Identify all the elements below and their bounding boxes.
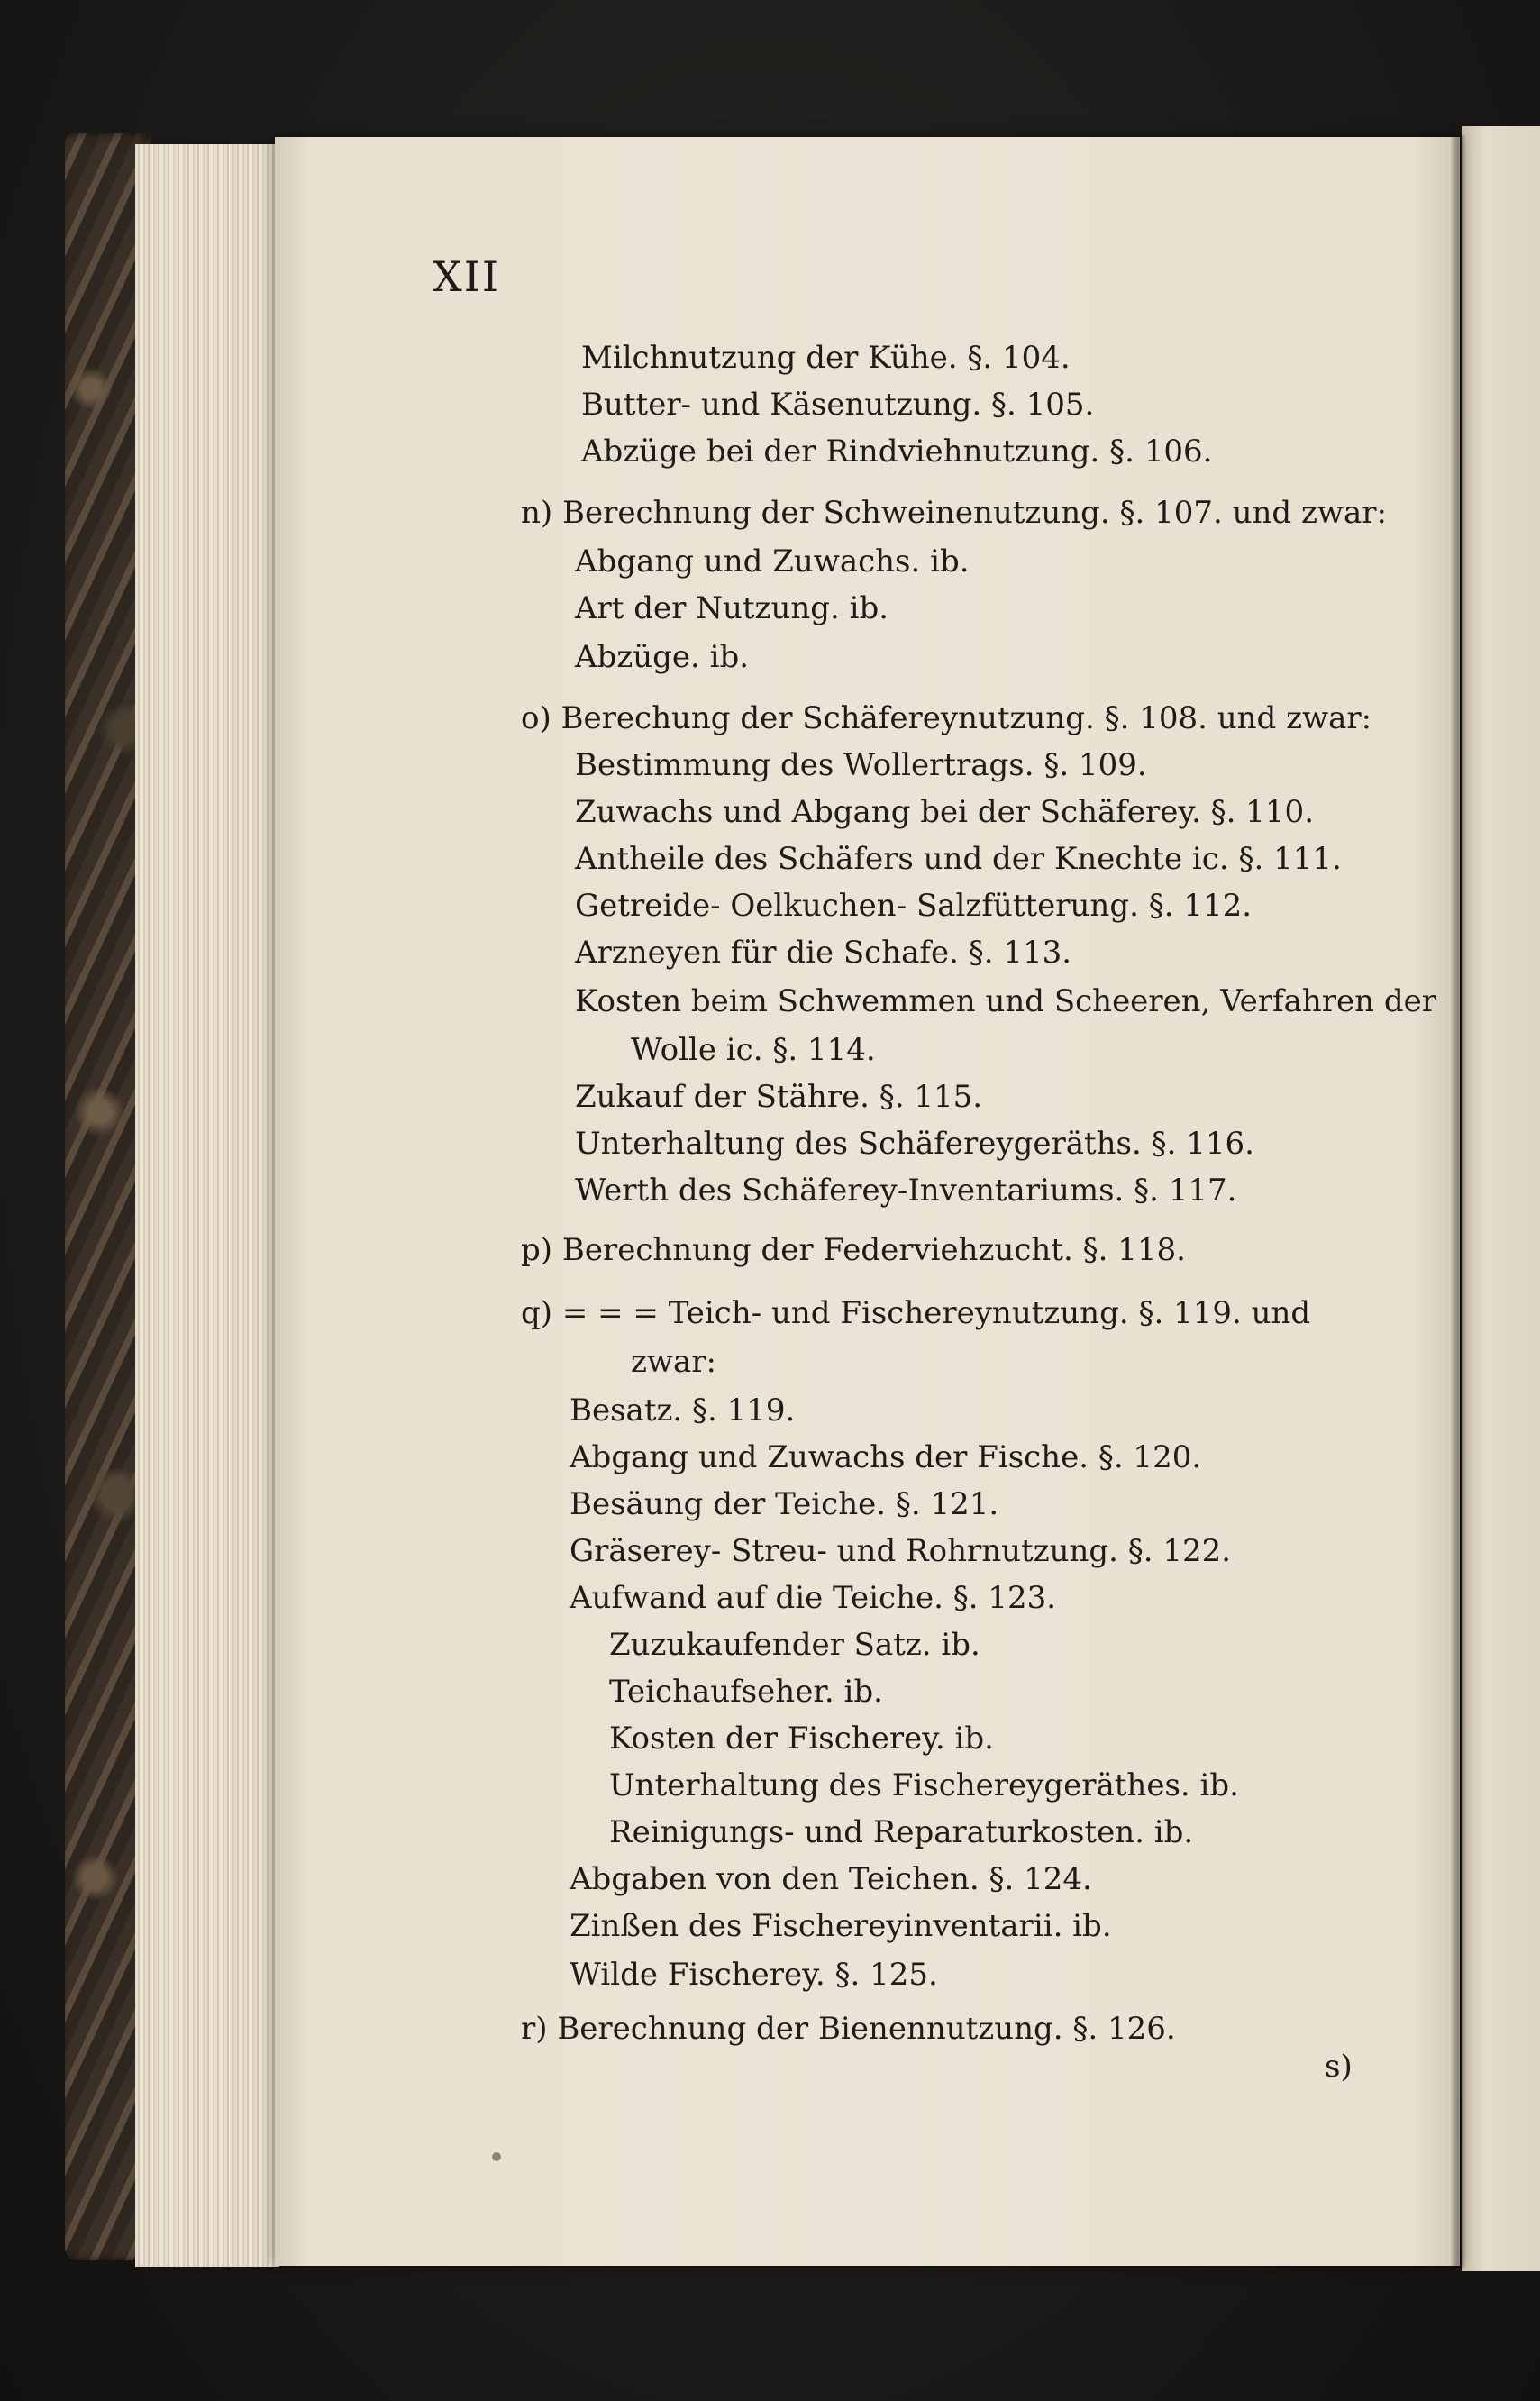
toc-line: Arzneyen für die Schafe. §. 113. xyxy=(575,935,1072,971)
page-number: XII xyxy=(433,252,501,301)
toc-line: Unterhaltung des Schäfereygeräths. §. 116. xyxy=(575,1126,1254,1162)
toc-subline: Unterhaltung des Fischereygeräthes. ib. xyxy=(609,1767,1239,1803)
toc-subline: Reinigungs- und Reparaturkosten. ib. xyxy=(609,1814,1194,1850)
catchword: s) xyxy=(1325,2049,1353,2085)
toc-line: Abgang und Zuwachs. ib. xyxy=(575,543,970,580)
toc-section-q: q) = = = Teich- und Fischereynutzung. §. 119. und xyxy=(521,1295,1311,1331)
toc-line: Abgang und Zuwachs der Fische. §. 120. xyxy=(570,1439,1202,1475)
toc-line: Aufwand auf die Teiche. §. 123. xyxy=(570,1580,1057,1616)
toc-line: Abgaben von den Teichen. §. 124. xyxy=(570,1861,1092,1897)
toc-line-continuation: zwar: xyxy=(631,1344,716,1380)
toc-line: Milchnutzung der Kühe. §. 104. xyxy=(581,340,1071,376)
toc-subline: Zuzukaufender Satz. ib. xyxy=(609,1627,980,1663)
toc-line: Zinßen des Fischereyinventarii. ib. xyxy=(570,1908,1112,1944)
toc-line: Besäung der Teiche. §. 121. xyxy=(570,1486,999,1522)
ink-speck xyxy=(492,2152,501,2161)
toc-line: Art der Nutzung. ib. xyxy=(575,590,889,626)
toc-line: Wilde Fischerey. §. 125. xyxy=(570,1957,938,1993)
facing-page xyxy=(1462,126,1540,2271)
toc-line: Abzüge. ib. xyxy=(575,639,750,675)
toc-section-o: o) Berechung der Schäfereynutzung. §. 108. und zwar: xyxy=(521,700,1372,736)
toc-line-continuation: Wolle ic. §. 114. xyxy=(631,1032,876,1068)
toc-line: Zuwachs und Abgang bei der Schäferey. §. 110. xyxy=(575,794,1315,830)
page-edges xyxy=(135,144,279,2267)
toc-subline: Teichaufseher. ib. xyxy=(609,1674,883,1710)
gutter-shadow xyxy=(1451,135,1465,2268)
toc-line: Getreide- Oelkuchen- Salzfütterung. §. 112. xyxy=(575,888,1253,924)
toc-line: Zukauf der Stähre. §. 115. xyxy=(575,1079,983,1115)
toc-line: Werth des Schäferey-Inventariums. §. 117. xyxy=(575,1173,1237,1209)
toc-line: Gräserey- Streu- und Rohrnutzung. §. 122. xyxy=(570,1533,1232,1569)
toc-section-r: r) Berechnung der Bienennutzung. §. 126. xyxy=(521,2011,1176,2047)
toc-subline: Kosten der Fischerey. ib. xyxy=(609,1721,994,1757)
toc-line: Besatz. §. 119. xyxy=(570,1392,796,1429)
toc-section-n: n) Berechnung der Schweinenutzung. §. 107. und zwar: xyxy=(521,495,1387,531)
toc-line: Bestimmung des Wollertrags. §. 109. xyxy=(575,747,1147,783)
toc-line: Butter- und Käsenutzung. §. 105. xyxy=(581,387,1095,423)
toc-section-p: p) Berechnung der Federviehzucht. §. 118. xyxy=(521,1232,1186,1268)
toc-line: Kosten beim Schwemmen und Scheeren, Verfahren der xyxy=(575,983,1436,1019)
toc-line: Abzüge bei der Rindviehnutzung. §. 106. xyxy=(581,434,1213,470)
toc-line: Antheile des Schäfers und der Knechte ic. §. 111. xyxy=(575,841,1342,877)
